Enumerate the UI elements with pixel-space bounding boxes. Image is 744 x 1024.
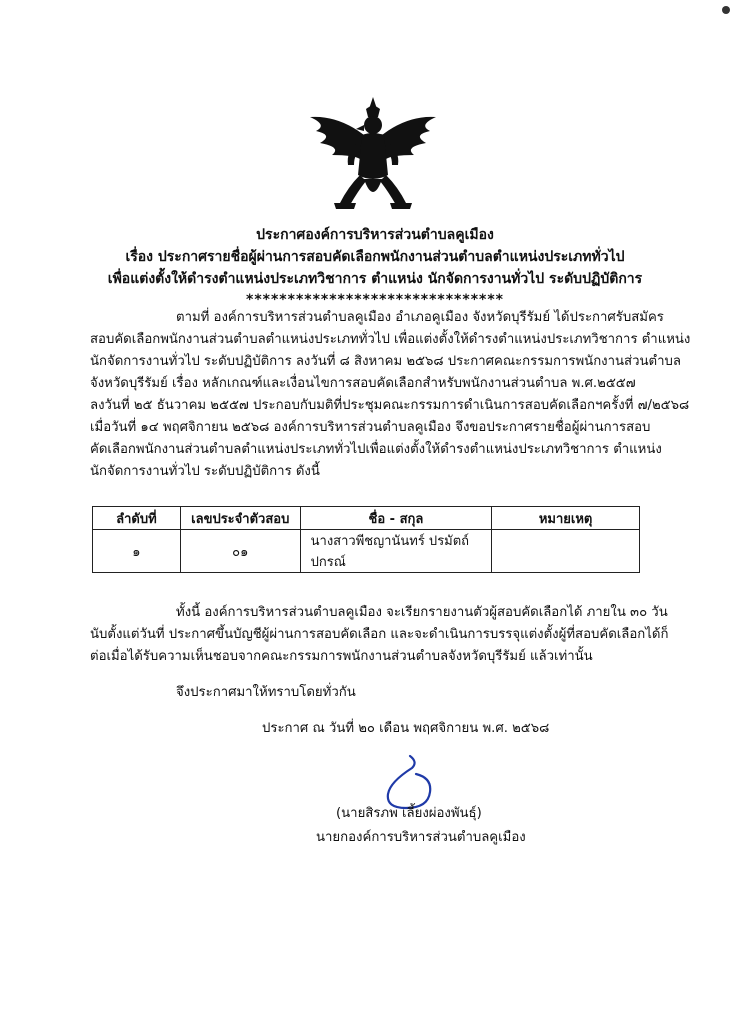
paragraph1-line: คัดเลือกพนักงานส่วนตำบลตำแหน่งประเภททั่วไปเพื่อแต่งตั้งให้ดำรงตำแหน่งประเภทวิชาการ ตำแหน่ง xyxy=(90,442,662,457)
cell-full-name: นางสาวพีชญานันทร์ ปรมัตถ์ปกรณ์ xyxy=(300,530,492,573)
paragraph1-line: ลงวันที่ ๒๕ ธันวาคม ๒๕๕๗ ประกอบกับมติที่ประชุมคณะกรรมการดำเนินการสอบคัดเลือกฯครั้งที่ ๗/๒๕๖๘ xyxy=(90,398,690,413)
scan-mark xyxy=(722,6,730,14)
separator-stars: ******************************* xyxy=(246,292,504,308)
signatory-name: (นายสิรภพ เลี้ยงผ่องพันธุ์) xyxy=(336,806,482,821)
paragraph2-line: นับตั้งแต่วันที่ ประกาศขึ้นบัญชีผู้ผ่านการสอบคัดเลือก และจะดำเนินการบรรจุแต่งตั้งผู้ที่สอบคัดเลือกได้ก็ xyxy=(90,627,669,642)
paragraph1-line: เมื่อวันที่ ๑๔ พฤศจิกายน ๒๕๖๘ องค์การบริหารส่วนตำบลคูเมือง จึงขอประกาศรายชื่อผู้ผ่านการสอบ xyxy=(90,420,651,435)
header-remark: หมายเหตุ xyxy=(492,507,640,530)
paragraph1-line: ตามที่ องค์การบริหารส่วนตำบลคูเมือง อำเภอคูเมือง จังหวัดบุรีรัมย์ ได้ประกาศรับสมัคร xyxy=(176,310,664,325)
header-exam-id: เลขประจำตัวสอบ xyxy=(180,507,300,530)
announcement-subject: เรื่อง ประกาศรายชื่อผู้ผ่านการสอบคัดเลือกพนักงานส่วนตำบลตำแหน่งประเภททั่วไป xyxy=(125,249,625,265)
results-table xyxy=(92,506,640,573)
signatory-title: นายกองค์การบริหารส่วนตำบลคูเมือง xyxy=(316,830,526,845)
paragraph1-line: จังหวัดบุรีรัมย์ เรื่อง หลักเกณฑ์และเงื่อนไขการสอบคัดเลือกสำหรับพนักงานส่วนตำบล พ.ศ.๒๕๕๗ xyxy=(90,376,636,391)
announcement-position: เพื่อแต่งตั้งให้ดำรงตำแหน่งประเภทวิชาการ ตำแหน่ง นักจัดการงานทั่วไป ระดับปฏิบัติการ xyxy=(107,271,643,287)
garuda-emblem-icon xyxy=(298,95,448,215)
paragraph1-line: สอบคัดเลือกพนักงานส่วนตำบลตำแหน่งประเภททั่วไป เพื่อแต่งตั้งให้ดำรงตำแหน่งประเภทวิชาการ ตำแหน่ง xyxy=(90,332,691,347)
paragraph2-line: ทั้งนี้ องค์การบริหารส่วนตำบลคูเมือง จะเรียกรายงานตัวผู้สอบคัดเลือกได้ ภายใน ๓๐ วัน xyxy=(176,605,668,620)
announcement-date: ประกาศ ณ วันที่ ๒๐ เดือน พฤศจิกายน พ.ศ. ๒๕๖๘ xyxy=(262,721,550,736)
cell-exam-id: ๐๑ xyxy=(180,530,300,573)
header-full-name: ชื่อ - สกุล xyxy=(300,507,492,530)
table-header-row xyxy=(93,507,640,530)
table-row xyxy=(93,530,640,573)
header-order: ลำดับที่ xyxy=(93,507,181,530)
announcement-title: ประกาศองค์การบริหารส่วนตำบลคูเมือง xyxy=(256,227,494,243)
paragraph1-line: นักจัดการงานทั่วไป ระดับปฏิบัติการ ดังนี้ xyxy=(90,464,320,479)
closing-statement: จึงประกาศมาให้ทราบโดยทั่วกัน xyxy=(176,685,356,700)
cell-order: ๑ xyxy=(93,530,181,573)
cell-remark xyxy=(492,530,640,573)
paragraph2-line: ต่อเมื่อได้รับความเห็นชอบจากคณะกรรมการพนักงานส่วนตำบลจังหวัดบุรีรัมย์ แล้วเท่านั้น xyxy=(90,649,593,664)
paragraph1-line: นักจัดการงานทั่วไป ระดับปฏิบัติการ ลงวันที่ ๘ สิงหาคม ๒๕๖๘ ประกาศคณะกรรมการพนักงานส่วนตำบล xyxy=(90,354,681,369)
